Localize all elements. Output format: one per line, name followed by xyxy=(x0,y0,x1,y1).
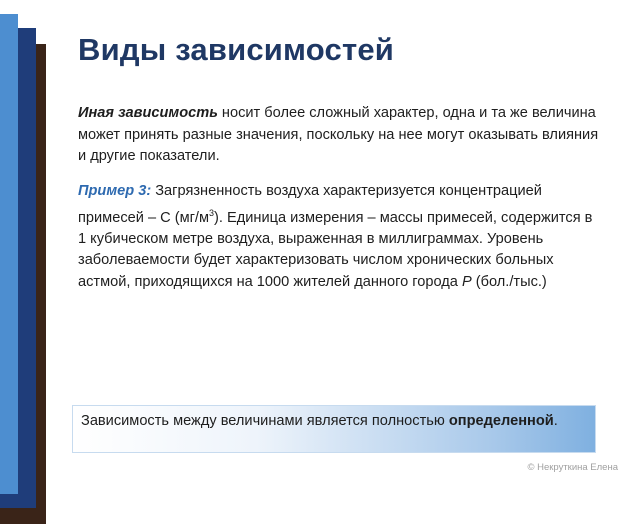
example-label: Пример 3: xyxy=(78,183,152,199)
paragraph-text: носит более сложный характер, одна и та же величина может принять разные значения, поскольку на нее могут оказывать влияния и другие показатели. xyxy=(78,105,599,164)
callout-bold: определенной xyxy=(448,413,554,429)
example-text-a: Загрязненность воздуха характеризуется концентрацией примесей – С (мг/м xyxy=(78,183,542,226)
decorative-stripe-light xyxy=(0,14,18,494)
example-text-b: ). Единица измерения – массы примесей, содержится в 1 кубическом метре воздуха, выраженная в миллиграммах. Уровень заболеваемости будет характеризовать числом хронических больных астмой, приходящихся на 1000 жителей данного города xyxy=(78,209,593,290)
callout-end: . xyxy=(553,413,558,429)
author-credit: © Некруткина Елена xyxy=(527,462,618,473)
slide-title: Виды зависимостей xyxy=(78,32,395,67)
superscript-3: 3 xyxy=(209,207,215,218)
callout-text: Зависимость между величинами является полностью xyxy=(81,413,449,429)
example-text-c: (бол./тыс.) xyxy=(471,273,547,290)
paragraph-example-3 xyxy=(78,181,603,293)
conclusion-callout xyxy=(72,405,596,453)
paragraph-other-dependency xyxy=(78,103,603,168)
term-other-dependency: Иная зависимость xyxy=(78,105,218,121)
variable-p: P xyxy=(461,273,472,290)
